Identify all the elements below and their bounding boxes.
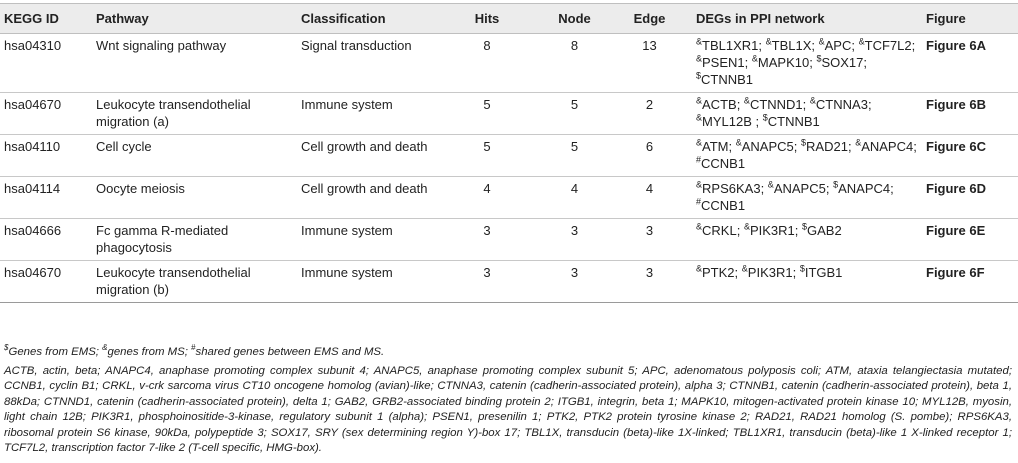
gene-source-symbol: &	[743, 95, 750, 106]
legend-text: Genes from EMS;	[8, 346, 103, 358]
kegg-id-cell: hsa04670	[4, 265, 62, 280]
gene-name: ATM	[702, 139, 729, 154]
hits-cell: 3	[483, 265, 491, 280]
degs-cell	[692, 93, 922, 135]
gene-source-symbol: &	[818, 36, 825, 47]
degs-cell	[692, 34, 922, 93]
pathway-cell: Wnt signaling pathway	[96, 38, 227, 53]
gene-name: PTK2	[702, 265, 735, 280]
gene-separator: ;	[802, 97, 810, 112]
gene-name: CCNB1	[701, 198, 746, 213]
gene-separator: ;	[811, 38, 819, 53]
kegg-id-cell: hsa04110	[4, 139, 61, 154]
gene-source-symbol: &	[751, 53, 758, 64]
edge-cell: 4	[645, 181, 654, 196]
gene-separator: ;	[794, 223, 802, 238]
gene-separator: ;	[736, 97, 744, 112]
gene-separator: ;	[851, 38, 859, 53]
gene-source-symbol: &	[696, 53, 703, 64]
kegg-id-cell: hsa04666	[4, 223, 62, 238]
gene-name: APC	[824, 38, 852, 53]
gene-source-symbol: $	[833, 179, 839, 190]
abbreviations-note: ACTB, actin, beta; ANAPC4, anaphase promoting complex subunit 4; ANAPC5, anaphase promoting complex subunit 5; APC, adenomatous polyposis coli; ATM, ataxia telangiectasia mutated; CCNB1, cyclin B1; CRKL, v-crk sarcoma virus CT10 oncogene homolog (avian)-like; CTNNA3, catenin (cadherin-associated protein), alpha 3; CTNNB1, catenin (cadherin-associated protein), beta 1, 88kDa; CTNND1, catenin (cadherin-associated protein), delta 1; GAB2, GRB2-associated binding protein 2; ITGB1, integrin, beta 1; MAPK10, mitogen-activated protein kinase 10; MYL12B, myosin, light chain 12B; PIK3R1, phosphoinositide-3-kinase, regulatory subunit 1 (alpha); PSEN1, presenilin 1; PTK2, PTK2 protein tyrosine kinase 2; RAD21, RAD21 homolog (S. pombe); RPS6KA3, ribosomal protein S6 kinase, 90kDa, polypeptide 3; SOX17, SRY (sex determining region Y)-box 17; TBL1X, transducin (beta)-like 1X-linked; TBL1XR1, transducin (beta)-like 1 X-linked receptor 1; TCF7L2, transcription factor 7-like 2 (T-cell specific, HMG-box).	[4, 364, 1012, 454]
gene-source-symbol: &	[858, 36, 865, 47]
node-cell: 3	[570, 265, 579, 280]
gene-name: TBL1XR1	[702, 38, 759, 53]
gene-separator: ;	[863, 55, 868, 70]
figure-ref-cell: Figure 6E	[926, 223, 986, 238]
gene-source-symbol: $	[696, 70, 702, 81]
kegg-pathway-table	[0, 3, 1018, 303]
hits-cell: 5	[483, 139, 491, 154]
pathway-cell: Cell cycle	[96, 139, 152, 154]
figure-ref-cell: Figure 6B	[926, 97, 986, 112]
header-edge: Edge	[607, 4, 692, 34]
gene-source-symbol: $	[801, 137, 807, 148]
gene-name: PSEN1	[702, 55, 745, 70]
gene-source-symbol: $	[762, 112, 768, 123]
pathway-cell: Leukocyte transendothelial migration (b)	[96, 265, 251, 297]
edge-cell: 3	[645, 265, 654, 280]
node-cell: 8	[570, 38, 579, 53]
hits-cell: 8	[483, 38, 491, 53]
gene-source-symbol: #	[696, 196, 702, 207]
hits-cell: 3	[483, 223, 491, 238]
gene-name: TCF7L2	[864, 38, 912, 53]
gene-source-symbol: $	[799, 263, 805, 274]
gene-name: RPS6KA3	[702, 181, 761, 196]
gene-source-symbol: &	[696, 36, 703, 47]
gene-name: CTNNB1	[767, 114, 820, 129]
pathway-cell: Leukocyte transendothelial migration (a)	[96, 97, 251, 129]
classification-cell: Immune system	[301, 97, 393, 112]
header-figure: Figure	[922, 4, 1018, 34]
classification-cell: Immune system	[301, 265, 393, 280]
gene-separator: ;	[911, 38, 916, 53]
gene-source-symbol: &	[765, 36, 772, 47]
gene-source-symbol: &	[741, 263, 748, 274]
kegg-id-cell: hsa04114	[4, 181, 61, 196]
gene-name: CTNNA3	[815, 97, 868, 112]
header-hits: Hits	[432, 4, 542, 34]
gene-name: ANAPC4	[861, 139, 914, 154]
gene-name: GAB2	[807, 223, 842, 238]
gene-separator: ;	[913, 139, 917, 154]
figure-ref-cell: Figure 6C	[926, 139, 986, 154]
degs-cell	[692, 177, 922, 219]
figure-ref-cell: Figure 6A	[926, 38, 986, 53]
figure-ref-cell: Figure 6D	[926, 181, 986, 196]
gene-separator: ;	[890, 181, 894, 196]
hits-cell: 5	[483, 97, 491, 112]
header-node: Node	[542, 4, 607, 34]
legend-text: shared genes between EMS and MS.	[195, 346, 385, 358]
gene-name: CRKL	[702, 223, 737, 238]
gene-name: CTNNB1	[701, 72, 754, 87]
hits-cell: 4	[483, 181, 491, 196]
classification-cell: Signal transduction	[301, 38, 412, 53]
gene-separator: ;	[847, 139, 856, 154]
gene-separator: ;	[736, 223, 744, 238]
pathway-cell: Oocyte meiosis	[96, 181, 185, 196]
kegg-id-cell: hsa04310	[4, 38, 62, 53]
gene-separator: ;	[728, 139, 736, 154]
figure-ref-cell: Figure 6F	[926, 265, 985, 280]
table-row	[0, 34, 1018, 93]
table-row	[0, 261, 1018, 303]
node-cell: 5	[570, 139, 579, 154]
gene-source-symbol: &	[743, 221, 750, 232]
gene-separator: ;	[809, 55, 817, 70]
gene-name: CTNND1	[749, 97, 803, 112]
gene-source-symbol: &	[696, 179, 703, 190]
header-row	[0, 4, 1018, 34]
legend-symbol: $	[4, 343, 9, 353]
legend-symbol: #	[191, 343, 196, 353]
classification-cell: Immune system	[301, 223, 393, 238]
header-pathway: Pathway	[92, 4, 297, 34]
gene-name: CCNB1	[701, 156, 746, 171]
gene-source-symbol: &	[696, 137, 703, 148]
gene-separator: ;	[825, 181, 834, 196]
node-cell: 5	[570, 97, 579, 112]
gene-source-symbol: &	[696, 221, 703, 232]
header-kegg-id: KEGG ID	[0, 4, 92, 34]
gene-source-symbol: &	[696, 95, 703, 106]
gene-source-symbol: &	[855, 137, 862, 148]
gene-separator: ;	[751, 114, 763, 129]
gene-source-symbol: &	[809, 95, 816, 106]
symbol-legend	[4, 345, 1012, 361]
edge-cell: 6	[645, 139, 654, 154]
gene-separator: ;	[792, 265, 800, 280]
gene-source-symbol: $	[802, 221, 808, 232]
table-body	[0, 34, 1018, 303]
gene-name: ANAPC4	[838, 181, 891, 196]
gene-name: RAD21	[806, 139, 848, 154]
legend-symbol: &	[102, 343, 108, 353]
edge-cell: 2	[645, 97, 654, 112]
table-row	[0, 219, 1018, 261]
gene-name: TBL1X	[771, 38, 812, 53]
gene-source-symbol: $	[816, 53, 822, 64]
degs-cell	[692, 135, 922, 177]
degs-cell	[692, 219, 922, 261]
gene-source-symbol: &	[735, 137, 742, 148]
pathway-cell: Fc gamma R-mediated phagocytosis	[96, 223, 229, 255]
degs-cell	[692, 261, 922, 303]
legend-text: genes from MS;	[107, 346, 192, 358]
table-row	[0, 135, 1018, 177]
gene-source-symbol: #	[696, 154, 702, 165]
gene-source-symbol: &	[696, 112, 703, 123]
gene-separator: ;	[867, 97, 872, 112]
gene-name: MYL12B	[702, 114, 752, 129]
gene-name: MAPK10	[757, 55, 810, 70]
gene-name: PIK3R1	[747, 265, 793, 280]
gene-separator: ;	[793, 139, 802, 154]
table-row	[0, 93, 1018, 135]
gene-separator: ;	[758, 38, 766, 53]
table-footnotes	[4, 345, 1012, 457]
gene-name: ANAPC5	[741, 139, 794, 154]
header-classification: Classification	[297, 4, 432, 34]
gene-source-symbol: &	[696, 263, 703, 274]
classification-cell: Cell growth and death	[301, 139, 428, 154]
edge-cell: 13	[642, 38, 657, 53]
header-degs: DEGs in PPI network	[692, 4, 922, 34]
gene-source-symbol: &	[767, 179, 774, 190]
gene-separator: ;	[734, 265, 742, 280]
gene-separator: ;	[760, 181, 768, 196]
gene-name: SOX17	[821, 55, 864, 70]
gene-name: PIK3R1	[749, 223, 795, 238]
classification-cell: Cell growth and death	[301, 181, 428, 196]
gene-name: ITGB1	[804, 265, 843, 280]
node-cell: 3	[570, 223, 579, 238]
gene-separator: ;	[744, 55, 752, 70]
node-cell: 4	[570, 181, 579, 196]
gene-name: ANAPC5	[773, 181, 826, 196]
kegg-id-cell: hsa04670	[4, 97, 62, 112]
table-row	[0, 177, 1018, 219]
gene-name: ACTB	[702, 97, 737, 112]
edge-cell: 3	[645, 223, 654, 238]
